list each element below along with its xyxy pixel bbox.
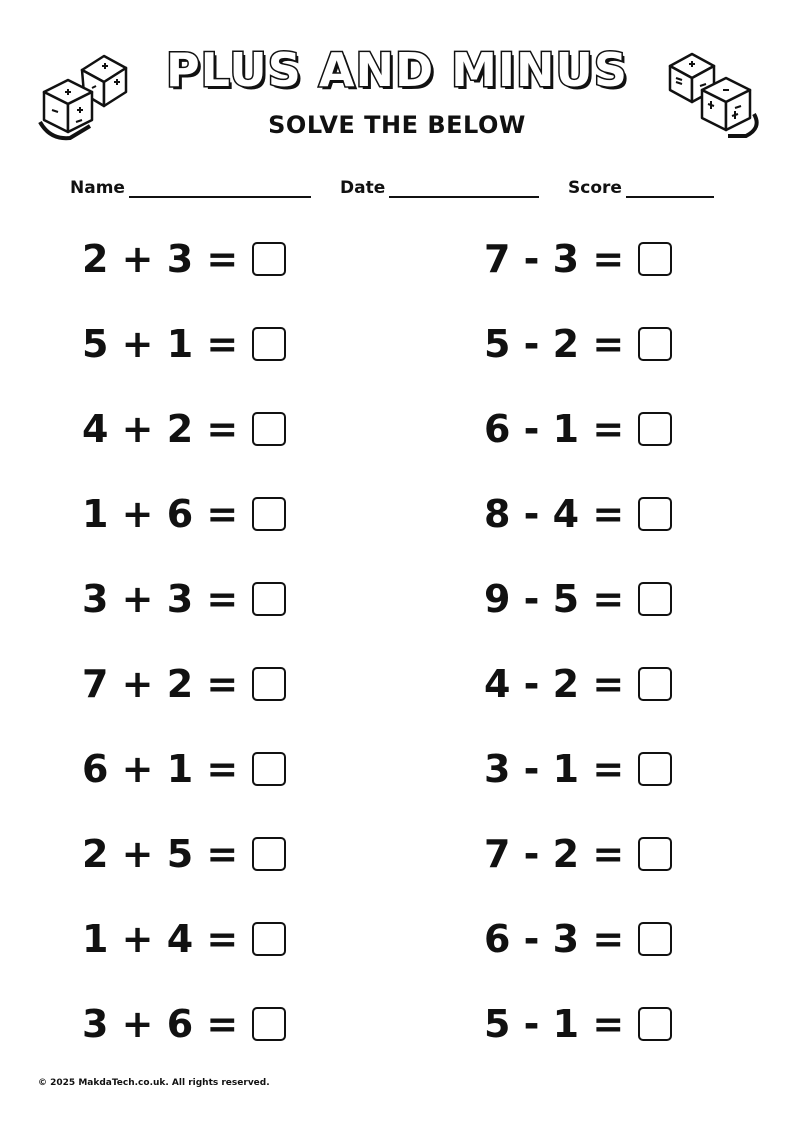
problem-expression: 7 - 3 = [484,237,625,281]
problem-expression: 6 - 1 = [484,407,625,451]
problem-expression: 3 + 6 = [82,1002,239,1046]
problem-expression: 2 + 3 = [82,237,239,281]
answer-box[interactable] [638,327,672,361]
addition-problem [82,832,286,876]
subtraction-problem [484,407,672,451]
subtraction-problem [484,662,672,706]
page-subtitle: SOLVE THE BELOW [268,111,526,139]
score-label: Score [568,178,622,198]
answer-box[interactable] [252,242,286,276]
problem-expression: 5 - 2 = [484,322,625,366]
answer-box[interactable] [252,327,286,361]
name-label: Name [70,178,125,198]
problem-expression: 4 - 2 = [484,662,625,706]
subtraction-problem [484,577,672,621]
addition-problem [82,237,286,281]
name-field[interactable] [70,172,311,198]
answer-box[interactable] [252,922,286,956]
page-title: PLUS AND MINUS [165,43,629,97]
problem-expression: 3 + 3 = [82,577,239,621]
addition-problem [82,577,286,621]
subtraction-problem [484,322,672,366]
addition-problem [82,747,286,791]
answer-box[interactable] [252,1007,286,1041]
addition-problem [82,492,286,536]
problem-expression: 4 + 2 = [82,407,239,451]
subtraction-problem [484,237,672,281]
subtraction-problem [484,832,672,876]
answer-box[interactable] [252,582,286,616]
answer-box[interactable] [638,837,672,871]
answer-box[interactable] [638,242,672,276]
problem-expression: 9 - 5 = [484,577,625,621]
addition-problem [82,322,286,366]
date-line[interactable] [389,178,539,198]
score-field[interactable] [568,172,714,198]
answer-box[interactable] [252,412,286,446]
answer-box[interactable] [638,412,672,446]
answer-box[interactable] [638,667,672,701]
problem-expression: 5 - 1 = [484,1002,625,1046]
problem-expression: 6 - 3 = [484,917,625,961]
addition-problem [82,917,286,961]
date-field[interactable] [340,172,539,198]
subtraction-problem [484,917,672,961]
answer-box[interactable] [638,752,672,786]
date-label: Date [340,178,386,198]
problem-expression: 1 + 6 = [82,492,239,536]
problem-expression: 3 - 1 = [484,747,625,791]
subtraction-problem [484,1002,672,1046]
problem-expression: 5 + 1 = [82,322,239,366]
subtraction-problem [484,747,672,791]
problem-expression: 7 + 2 = [82,662,239,706]
addition-problem [82,407,286,451]
answer-box[interactable] [252,837,286,871]
answer-box[interactable] [638,1007,672,1041]
problem-expression: 6 + 1 = [82,747,239,791]
problem-expression: 1 + 4 = [82,917,239,961]
name-line[interactable] [129,178,311,198]
answer-box[interactable] [252,752,286,786]
copyright-footer: © 2025 MakdaTech.co.uk. All rights reserved. [38,1078,270,1088]
score-line[interactable] [626,178,714,198]
answer-box[interactable] [638,497,672,531]
answer-box[interactable] [252,497,286,531]
problem-expression: 7 - 2 = [484,832,625,876]
answer-box[interactable] [638,582,672,616]
problem-expression: 2 + 5 = [82,832,239,876]
answer-box[interactable] [252,667,286,701]
addition-problem [82,1002,286,1046]
addition-problem [82,662,286,706]
answer-box[interactable] [638,922,672,956]
problem-expression: 8 - 4 = [484,492,625,536]
student-info-fields [70,172,730,200]
subtraction-problem [484,492,672,536]
